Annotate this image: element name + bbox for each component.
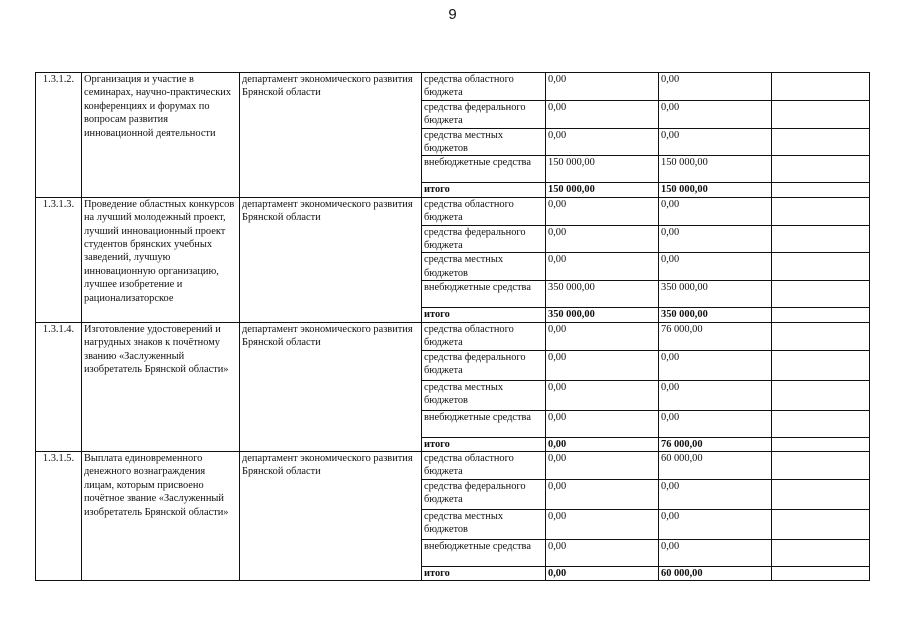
amount-cell-3	[772, 73, 870, 101]
amount-cell-1: 0,00	[546, 100, 659, 128]
funding-source-label: итого	[424, 438, 450, 450]
funding-source-label: средства местных бюджетов	[424, 254, 504, 279]
funding-source	[422, 451, 546, 479]
funding-source-label: средства местных бюджетов	[424, 510, 504, 536]
activity-name: Проведение областных конкурсов на лучший молодежный проект, лучший инновационный проект студентов брянских учебных заведений, лучшую инновационную организацию, лучшее изобретение и рационализаторское	[82, 197, 240, 322]
amount-cell-2: 150 000,00	[659, 183, 772, 197]
amount-cell-2: 0,00	[659, 539, 772, 566]
funding-source-label: средства федерального бюджета	[424, 101, 526, 127]
amount-cell-3	[772, 410, 870, 437]
table-body	[36, 73, 870, 581]
activity-executor: департамент экономического развития Брянской области	[240, 197, 422, 322]
page-number: 9	[448, 6, 457, 23]
amount-cell-3	[772, 308, 870, 322]
amount-cell-3	[772, 156, 870, 183]
amount-cell-1: 0,00	[546, 539, 659, 566]
amount-cell-1: 150 000,00	[546, 156, 659, 183]
activity-executor: департамент экономического развития Брянской области	[240, 322, 422, 451]
amount-cell-1: 0,00	[546, 451, 659, 479]
amount-cell-1: 0,00	[546, 322, 659, 350]
amount-cell-1: 0,00	[546, 253, 659, 281]
funding-source-label: средства федерального бюджета	[424, 351, 526, 376]
activity-executor: департамент экономического развития Брянской области	[240, 73, 422, 198]
amount-cell-2: 0,00	[659, 509, 772, 539]
amount-cell-1: 150 000,00	[546, 183, 659, 197]
amount-cell-1: 0,00	[546, 197, 659, 225]
funding-source	[422, 539, 546, 566]
amount-cell-2: 0,00	[659, 350, 772, 380]
amount-cell-2: 0,00	[659, 197, 772, 225]
amount-cell-1: 0,00	[546, 437, 659, 451]
activity-name: Выплата единовременного денежного вознаграждения лицам, которым присвоено почётное звание «Заслуженный изобретатель Брянской области»	[82, 451, 240, 580]
funding-source	[422, 100, 546, 128]
funding-source-label: внебюджетные средства	[424, 282, 531, 294]
financing-table	[35, 72, 870, 581]
funding-source-label: средства областного бюджета	[424, 323, 514, 349]
amount-cell-1: 0,00	[546, 479, 659, 509]
funding-source	[422, 410, 546, 437]
amount-cell-3	[772, 281, 870, 308]
amount-cell-3	[772, 225, 870, 253]
funding-source-label: средства местных бюджетов	[424, 381, 504, 406]
funding-source	[422, 350, 546, 380]
amount-cell-3	[772, 322, 870, 350]
amount-cell-3	[772, 566, 870, 580]
funding-source	[422, 197, 546, 225]
amount-cell-2: 0,00	[659, 479, 772, 509]
funding-source	[422, 156, 546, 183]
amount-cell-1: 0,00	[546, 509, 659, 539]
amount-cell-3	[772, 380, 870, 410]
amount-cell-1: 0,00	[546, 73, 659, 101]
funding-source	[422, 566, 546, 580]
amount-cell-2: 0,00	[659, 128, 772, 156]
amount-cell-3	[772, 197, 870, 225]
amount-cell-2: 76 000,00	[659, 437, 772, 451]
funding-source	[422, 225, 546, 253]
amount-cell-3	[772, 253, 870, 281]
amount-cell-3	[772, 539, 870, 566]
amount-cell-2: 0,00	[659, 73, 772, 101]
funding-source	[422, 128, 546, 156]
amount-cell-3	[772, 451, 870, 479]
amount-cell-3	[772, 350, 870, 380]
funding-source-label: средства федерального бюджета	[424, 480, 526, 506]
funding-source-label: средства областного бюджета	[424, 198, 514, 224]
amount-cell-2: 0,00	[659, 253, 772, 281]
amount-cell-2: 0,00	[659, 410, 772, 437]
funding-source-label: итого	[424, 567, 450, 579]
funding-source-label: итого	[424, 184, 450, 196]
funding-source-label: итого	[424, 309, 450, 321]
funding-source	[422, 322, 546, 350]
source-row	[36, 322, 870, 350]
amount-cell-3	[772, 183, 870, 197]
source-row	[36, 451, 870, 479]
amount-cell-2: 60 000,00	[659, 451, 772, 479]
amount-cell-3	[772, 437, 870, 451]
activity-name: Изготовление удостоверений и нагрудных знаков к почётному званию «Заслуженный изобретатель Брянской области»	[82, 322, 240, 451]
amount-cell-1: 350 000,00	[546, 281, 659, 308]
activity-code: 1.3.1.3.	[36, 197, 82, 322]
funding-source	[422, 437, 546, 451]
amount-cell-1: 0,00	[546, 128, 659, 156]
funding-source-label: средства областного бюджета	[424, 452, 514, 478]
funding-source	[422, 308, 546, 322]
amount-cell-2: 60 000,00	[659, 566, 772, 580]
amount-cell-2: 150 000,00	[659, 156, 772, 183]
funding-source	[422, 73, 546, 101]
funding-source-label: средства федерального бюджета	[424, 226, 526, 252]
activity-code: 1.3.1.5.	[36, 451, 82, 580]
amount-cell-2: 0,00	[659, 100, 772, 128]
funding-source	[422, 253, 546, 281]
amount-cell-3	[772, 100, 870, 128]
amount-cell-2: 0,00	[659, 225, 772, 253]
activity-executor: департамент экономического развития Брянской области	[240, 451, 422, 580]
amount-cell-2: 350 000,00	[659, 281, 772, 308]
source-row	[36, 73, 870, 101]
funding-source-label: средства областного бюджета	[424, 74, 514, 99]
amount-cell-2: 0,00	[659, 380, 772, 410]
activity-code: 1.3.1.2.	[36, 73, 82, 198]
amount-cell-1: 0,00	[546, 380, 659, 410]
funding-source	[422, 281, 546, 308]
amount-cell-1: 0,00	[546, 410, 659, 437]
amount-cell-1: 350 000,00	[546, 308, 659, 322]
amount-cell-1: 0,00	[546, 350, 659, 380]
amount-cell-1: 0,00	[546, 225, 659, 253]
funding-source-label: внебюджетные средства	[424, 540, 531, 552]
source-row	[36, 197, 870, 225]
funding-source-label: средства местных бюджетов	[424, 129, 504, 155]
funding-source	[422, 479, 546, 509]
funding-source	[422, 183, 546, 197]
funding-source-label: внебюджетные средства	[424, 411, 531, 423]
amount-cell-3	[772, 509, 870, 539]
activity-name: Организация и участие в семинарах, научно-практических конференциях и форумах по вопросам развития инновационной деятельности	[82, 73, 240, 198]
activity-code: 1.3.1.4.	[36, 322, 82, 451]
funding-source	[422, 380, 546, 410]
funding-source	[422, 509, 546, 539]
amount-cell-3	[772, 128, 870, 156]
amount-cell-3	[772, 479, 870, 509]
amount-cell-2: 350 000,00	[659, 308, 772, 322]
amount-cell-2: 76 000,00	[659, 322, 772, 350]
amount-cell-1: 0,00	[546, 566, 659, 580]
funding-source-label: внебюджетные средства	[424, 157, 531, 169]
